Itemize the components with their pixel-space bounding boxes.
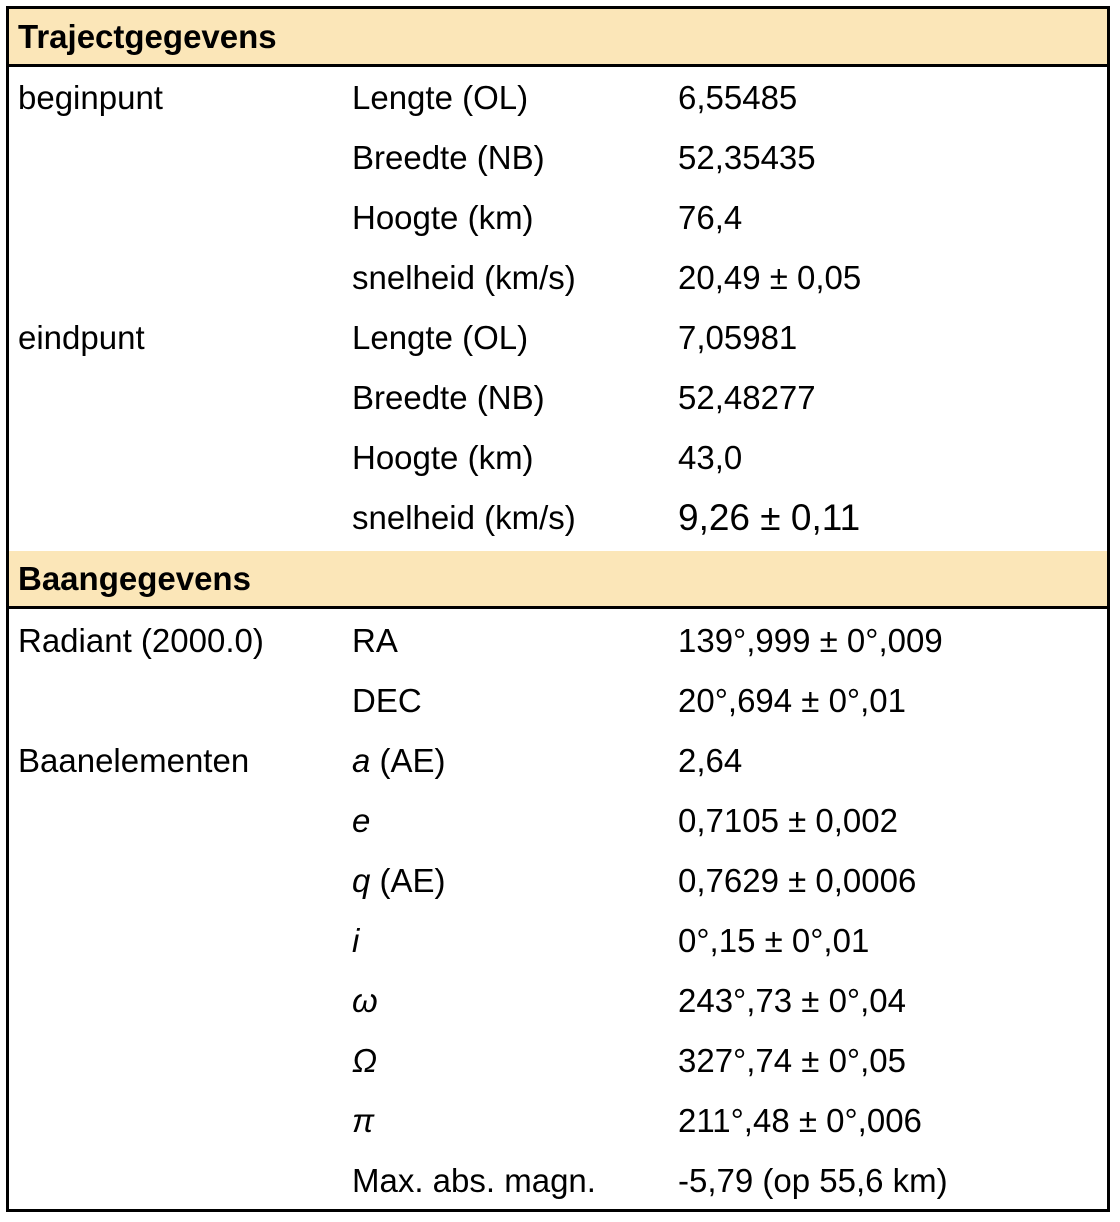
value-cell: 0°,15 ± 0°,01	[678, 922, 870, 959]
section-header-trajectgegevens	[9, 9, 1107, 67]
unit-label: (AE)	[370, 742, 446, 779]
value-cell: 7,05981	[678, 319, 798, 356]
label-cell: snelheid (km/s)	[352, 259, 576, 296]
unit-label: (AE)	[370, 862, 446, 899]
label-cell: Lengte (OL)	[352, 319, 529, 356]
label-cell: DEC	[352, 682, 422, 719]
section-title: Trajectgegevens	[18, 17, 277, 55]
value-cell: 327°,74 ± 0°,05	[678, 1042, 907, 1079]
group-cell: Radiant (2000.0)	[18, 622, 264, 659]
table-row	[9, 308, 1107, 368]
table-row	[9, 428, 1107, 488]
label-cell: RA	[352, 622, 398, 659]
label-cell: Breedte (NB)	[352, 139, 545, 176]
section-header-baangegevens	[9, 551, 1107, 609]
table-row	[9, 188, 1107, 248]
table-row	[9, 368, 1107, 428]
table-row	[9, 1091, 1107, 1151]
orbital-symbol: ω	[352, 982, 378, 1019]
table-row	[9, 671, 1107, 731]
label-cell: Hoogte (km)	[352, 199, 534, 236]
label-cell: Breedte (NB)	[352, 379, 545, 416]
table-row	[9, 731, 1107, 791]
label-cell: Lengte (OL)	[352, 79, 529, 116]
label-cell: Max. abs. magn.	[352, 1162, 596, 1199]
orbital-symbol: e	[352, 802, 371, 839]
value-cell: 9,26 ± 0,11	[678, 497, 861, 538]
label-cell: snelheid (km/s)	[352, 499, 576, 536]
table-row	[9, 1031, 1107, 1091]
table-row	[9, 851, 1107, 911]
label-cell	[352, 731, 446, 791]
label-cell	[352, 851, 446, 911]
group-cell: beginpunt	[18, 79, 163, 116]
table-row	[9, 248, 1107, 308]
orbital-symbol: π	[352, 1102, 375, 1139]
group-cell: eindpunt	[18, 319, 145, 356]
table-row	[9, 791, 1107, 851]
table-row	[9, 611, 1107, 671]
table-row	[9, 1151, 1107, 1211]
orbital-symbol: i	[352, 922, 360, 959]
value-cell: 0,7629 ± 0,0006	[678, 862, 917, 899]
orbital-symbol: q	[352, 862, 371, 899]
value-cell: -5,79 (op 55,6 km)	[678, 1162, 948, 1199]
value-cell: 243°,73 ± 0°,04	[678, 982, 907, 1019]
label-cell: Hoogte (km)	[352, 439, 534, 476]
value-cell: 52,48277	[678, 379, 816, 416]
section-title: Baangegevens	[18, 559, 251, 597]
table-row	[9, 971, 1107, 1031]
table-row	[9, 488, 1107, 548]
orbital-symbol: a	[352, 742, 371, 779]
table-row	[9, 68, 1107, 128]
data-table	[6, 6, 1110, 1212]
value-cell: 6,55485	[678, 79, 798, 116]
value-cell: 20,49 ± 0,05	[678, 259, 862, 296]
value-cell: 43,0	[678, 439, 743, 476]
value-cell: 52,35435	[678, 139, 816, 176]
value-cell: 211°,48 ± 0°,006	[678, 1102, 922, 1139]
value-cell: 0,7105 ± 0,002	[678, 802, 898, 839]
value-cell: 76,4	[678, 199, 743, 236]
value-cell: 139°,999 ± 0°,009	[678, 622, 943, 659]
value-cell: 20°,694 ± 0°,01	[678, 682, 907, 719]
value-cell: 2,64	[678, 742, 743, 779]
group-cell: Baanelementen	[18, 742, 250, 779]
orbital-symbol: Ω	[352, 1042, 378, 1079]
table-row	[9, 128, 1107, 188]
table-row	[9, 911, 1107, 971]
